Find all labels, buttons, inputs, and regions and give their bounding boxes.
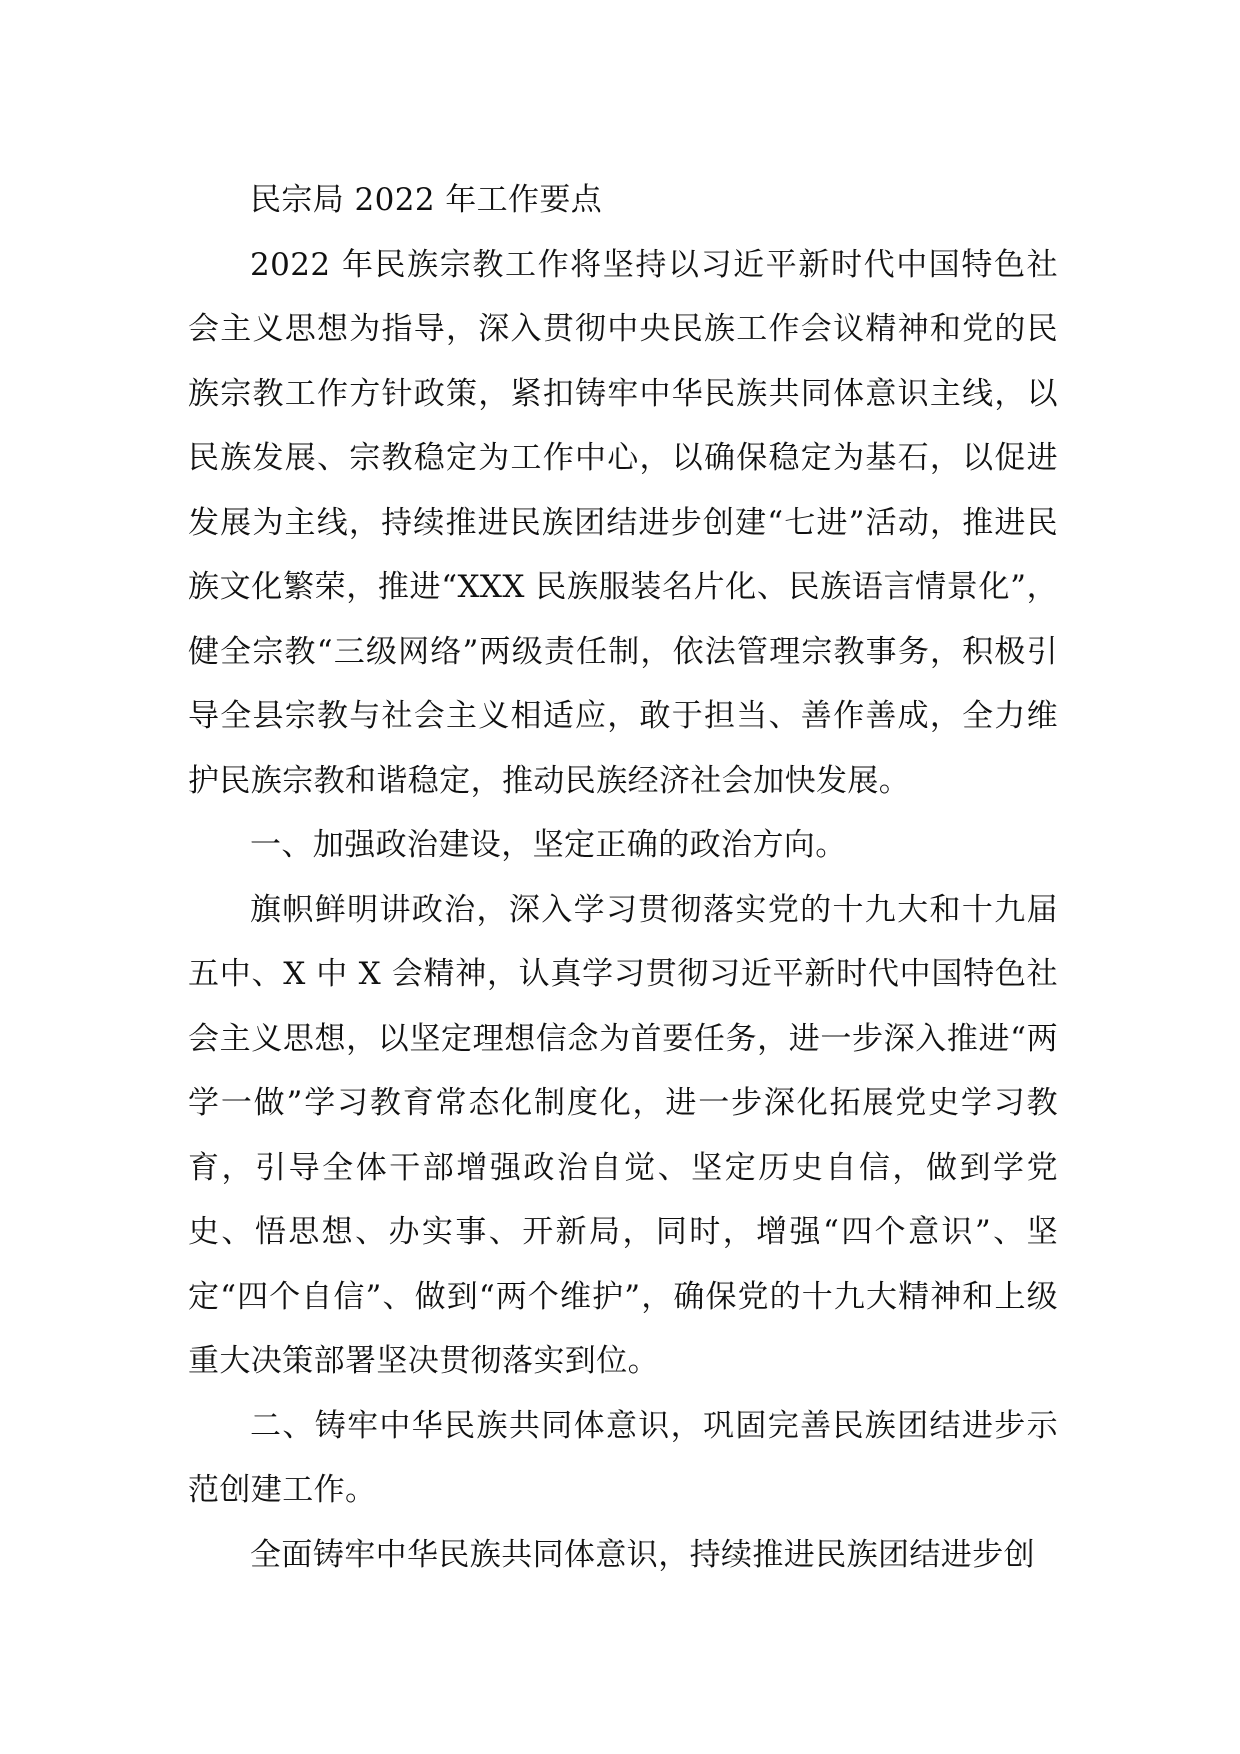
document-title: 民宗局 2022 年工作要点 — [250, 182, 603, 218]
paragraph-intro: 2022 年民族宗教工作将坚持以习近平新时代中国特色社会主义思想为指导，深入贯彻中央民族工作会议精神和党的民族宗教工作方针政策，紧扣铸牢中华民族共同体意识主线，以民族发展、宗教稳定为工作中心，以确保稳定为基石，以促进发展为主线，持续推进民族团结进步创建“七进”活动，推进民族文化繁荣，推进“XXX 民族服装名片化、民族语言情景化”，健全宗教“三级网络”两级责任制，依法管理宗教事务，积极引导全县宗教与社会主义相适应，敢于担当、善作善成，全力维护民族宗教和谐稳定，推动民族经济社会加快发展。 — [188, 246, 1058, 799]
document-body — [188, 168, 1058, 1587]
section-heading-2: 二、铸牢中华民族共同体意识，巩固完善民族团结进步示范创建工作。 — [188, 1407, 1058, 1508]
paragraph-section-2: 全面铸牢中华民族共同体意识，持续推进民族团结进步创 — [250, 1536, 1035, 1573]
section-heading-1: 一、加强政治建设，坚定正确的政治方向。 — [250, 827, 847, 863]
paragraph-section-1: 旗帜鲜明讲政治，深入学习贯彻落实党的十九大和十九届五中、X 中 X 会精神，认真学习贯彻习近平新时代中国特色社会主义思想，以坚定理想信念为首要任务，进一步深入推进“两学一做”学习教育常态化制度化，进一步深化拓展党史学习教育，引导全体干部增强政治自觉、坚定历史自信，做到学党史、悟思想、办实事、开新局，同时，增强“四个意识”、坚定“四个自信”、做到“两个维护”，确保党的十九大精神和上级重大决策部署坚决贯彻落实到位。 — [188, 891, 1058, 1379]
